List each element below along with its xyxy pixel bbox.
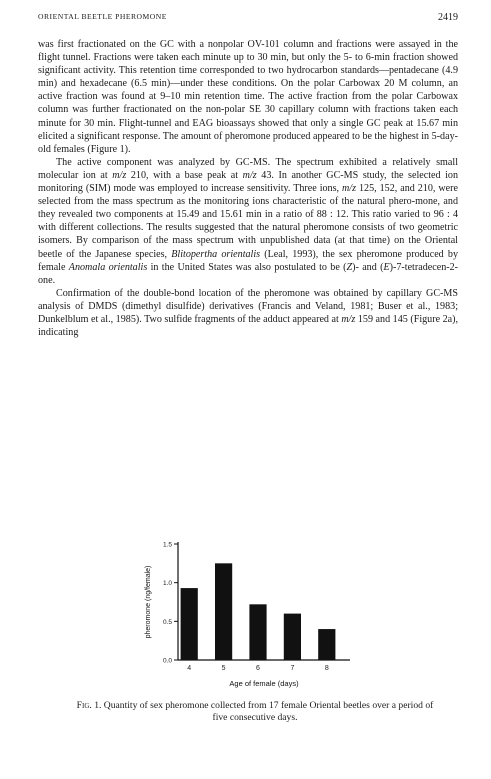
x-axis-label: Age of female (days) (229, 679, 299, 688)
page-header (38, 12, 458, 26)
paragraph-1: was first fractionated on the GC with a nonpolar OV-101 column and fractions were assayed in the flight tunnel. Fractions were taken each minute up to 30 min, but only the 5- to 6-min fraction showed significant activity. This retention time corresponded to two hydrocarbon standards—pentadecane (4.9 min) and hexadecane (6.5 min)—under these conditions. On the polar Carbowax 20 M column, an active fraction was found at 9–10 min retention time. The active fraction from the polar Carbowax column was further fractionated on the non-polar SE 30 capillary column with fractions taken each minute for 30 min. Flight-tunnel and EAG bioassays showed that only a single GC peak at 15.67 min elicited a significant response. The amount of pheromone produced appeared to be the highest in 5-day-old females (Figure 1). (38, 39, 458, 155)
isomer-e: E (383, 261, 390, 273)
y-tick-label: 0.0 (162, 657, 172, 665)
figure-1 (130, 536, 370, 696)
bar-chart (130, 536, 370, 696)
bar (318, 629, 335, 660)
mz-italic: m/z (242, 169, 257, 181)
y-axis-label: pheromone (ng/female) (145, 565, 152, 639)
isomer-z: Z (346, 261, 353, 273)
caption-label: Fig. 1. (76, 700, 102, 711)
page-number: 2419 (438, 12, 458, 23)
bar (215, 563, 232, 660)
x-tick-label: 8 (324, 665, 329, 672)
paragraph-2: The active component was analyzed by GC-MS. The spectrum exhibited a relatively small molecular ion at m/z 210, with a base peak at m/z 43. In another GC-MS study, the selected ion monitoring (SIM) mode was employed to increase sensitivity. Three ions, m/z 125, 152, and 210, were selected from the mass spectrum as the monitoring ions characteristic of the natural phero-mone, and they revealed two components at 15.49 and 15.61 min in a ratio of 88 : 12. This ratio varied to 96 : 4 with different collections. The results suggested that the natural pheromone consists of two geometric isomers. By comparison of the mass spectrum with unpublished data (at that time) on the Oriental beetle of the Japanese species, Blitopertha orientalis (Leal, 1993), the sex pheromone produced by female Anomala orientalis in the United States was also postulated to be (Z)- and (E)-7-tetradecen-2-one. (38, 156, 459, 286)
species-name: Anomala orientalis (68, 261, 148, 273)
running-head: ORIENTAL BEETLE PHEROMONE (38, 12, 167, 21)
mz-italic: m/z (342, 183, 357, 195)
y-tick-label: 1.0 (162, 580, 172, 588)
mz-italic: m/z (112, 169, 127, 181)
bar (181, 588, 198, 660)
x-tick-label: 6 (256, 665, 260, 672)
x-tick-label: 5 (221, 665, 226, 672)
species-name: Blitopertha orientalis (171, 248, 261, 260)
caption-text: Quantity of sex pheromone collected from 17 female Oriental beetles over a period of five consecutive days. (101, 700, 434, 724)
body-text (38, 38, 458, 339)
x-tick-label: 7 (290, 665, 295, 672)
y-tick-label: 1.5 (162, 541, 172, 549)
y-tick-label: 0.5 (162, 618, 172, 626)
paragraph-3: Confirmation of the double-bond location of the pheromone was obtained by capillary GC-MS analysis of DMDS (dimethyl disulfide) derivatives (Francis and Veland, 1981; Buser et al., 1983; Dunkelblum et al., 1985). Two sulfide fragments of the adduct appeared at m/z 159 and 145 (Figure 2a), indicating (38, 287, 458, 339)
mz-italic: m/z (341, 313, 356, 325)
x-tick-label: 4 (187, 665, 192, 672)
bar (284, 614, 301, 660)
figure-caption (70, 700, 440, 724)
bar (249, 604, 266, 660)
